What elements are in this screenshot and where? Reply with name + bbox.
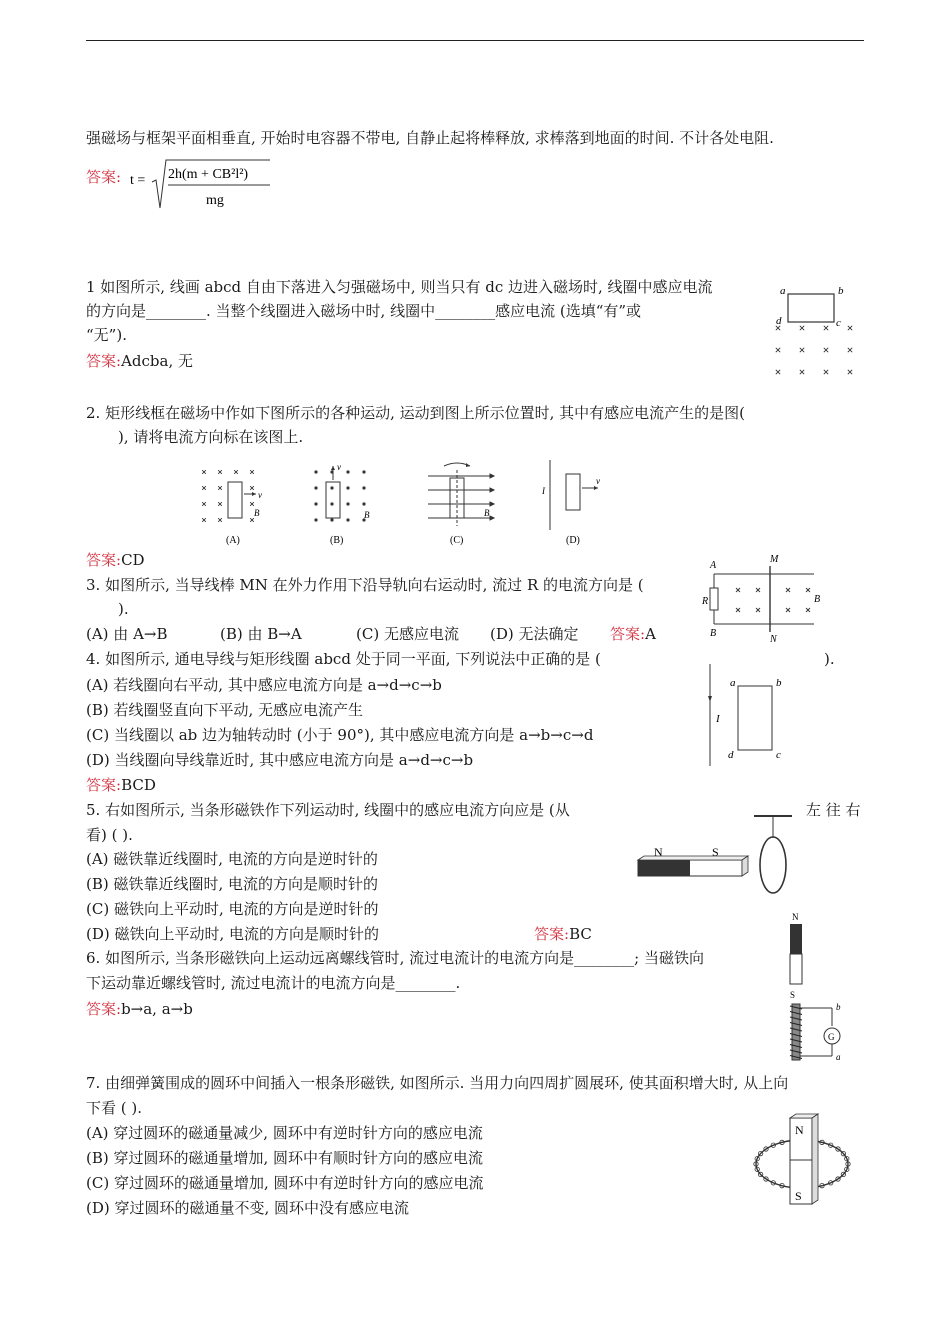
- q2-answer: [86, 549, 145, 571]
- q7-option-D: (D) 穿过圆环的磁通量不变, 圆环中没有感应电流: [86, 1199, 410, 1217]
- q5-option-A: (A) 磁铁靠近线圈时, 电流的方向是逆时针的: [86, 850, 378, 868]
- q2c-B: B: [484, 508, 490, 518]
- q2-label-B: (B): [330, 535, 344, 546]
- q6-figure: [780, 908, 860, 1062]
- q5-option-D: (D) 磁铁向上平动时, 电流的方向是顺时针的: [86, 925, 380, 943]
- q4-label-I: I: [716, 713, 720, 725]
- q5-line1-right: 左 往 右: [806, 801, 861, 819]
- q1-line1: 1 如图所示, 线画 abcd 自由下落进入匀强磁场中, 则当只有 dc 边进入磁场时, 线圈中感应电流: [86, 278, 713, 296]
- q1-figure: [766, 282, 858, 378]
- q4-label-a: a: [730, 677, 736, 689]
- q3-label-A: A: [710, 560, 717, 571]
- q5-line2: 看) ( ).: [86, 826, 133, 844]
- q2-label-C: (C): [450, 535, 464, 546]
- q6-line1: 6. 如图所示, 当条形磁铁向上运动远离螺线管时, 流过电流计的电流方向是________; 当磁铁向: [86, 949, 704, 967]
- q7-option-A: (A) 穿过圆环的磁通量减少, 圆环中有逆时针方向的感应电流: [86, 1124, 483, 1142]
- q3-label-N: N: [770, 634, 777, 644]
- q5-label-S: S: [712, 845, 719, 859]
- q2a-B: B: [254, 508, 260, 518]
- q2a-v: v: [258, 490, 262, 500]
- q3-label-Bfield: B: [814, 594, 821, 605]
- q5-line1: 5. 右如图所示, 当条形磁铁作下列运动时, 线圈中的感应电流方向应是 (从: [86, 801, 570, 819]
- q4-answer-value: BCD: [121, 776, 156, 794]
- q3-figure: [698, 552, 832, 644]
- q7-label-N: N: [795, 1123, 804, 1137]
- q4-label-b: b: [776, 677, 782, 689]
- q4-option-D: (D) 当线圈向导线靠近时, 其中感应电流方向是 a→d→c→b: [86, 751, 474, 769]
- q1-answer-value: Adcba, 无: [121, 352, 193, 370]
- q3-line1: 3. 如图所示, 当导线棒 MN 在外力作用下沿导轨向右运动时, 流过 R 的电流方向是 (: [86, 576, 644, 594]
- q6-label-a: a: [836, 1052, 841, 1062]
- q5-answer-value: BC: [569, 925, 592, 943]
- q3-answer-label: 答案:: [610, 625, 646, 643]
- label-a: a: [780, 285, 786, 297]
- intro-answer-label: 答案:: [86, 168, 122, 186]
- label-c: c: [836, 317, 841, 329]
- formula-numerator: 2h(m + CB²l²): [168, 167, 249, 182]
- q7-line1: 7. 由细弹簧围成的圆环中间插入一根条形磁铁, 如图所示. 当用力向四周扩圆展环, 使其面积增大时, 从上向: [86, 1074, 789, 1092]
- q4-option-A: (A) 若线圈向右平动, 其中感应电流方向是 a→d→c→b: [86, 676, 442, 694]
- q2d-v: v: [596, 476, 600, 486]
- header-rule: [86, 40, 864, 41]
- q3-option-B: (B) 由 B→A: [220, 625, 302, 643]
- q3-line2: ).: [118, 600, 129, 618]
- label-d: d: [776, 315, 782, 327]
- q7-line2: 下看 ( ).: [86, 1099, 143, 1117]
- q3-answer-value: A: [645, 625, 656, 643]
- q6-label-S: S: [790, 990, 796, 1000]
- q7-figure: [752, 1112, 856, 1208]
- q6-label-N: N: [792, 912, 799, 922]
- q5-label-N: N: [654, 845, 663, 859]
- q7-option-C: (C) 穿过圆环的磁通量增加, 圆环中有逆时针方向的感应电流: [86, 1174, 484, 1192]
- q4-figure: [700, 662, 800, 768]
- q2-answer-value: CD: [121, 551, 145, 569]
- q2-figures: [192, 458, 622, 550]
- intro-text: 强磁场与框架平面相垂直, 开始时电容器不带电, 自静止起将棒释放, 求棒落到地面的时间. 不计各处电阻.: [86, 129, 774, 147]
- q5-answer: [534, 923, 592, 945]
- q4-option-B: (B) 若线圈竖直向下平动, 无感应电流产生: [86, 701, 364, 719]
- formula-denominator: mg: [206, 193, 224, 208]
- q5-option-B: (B) 磁铁靠近线圈时, 电流的方向是顺时针的: [86, 875, 379, 893]
- q4-answer: [86, 774, 156, 796]
- q2-line2: ), 请将电流方向标在该图上.: [118, 428, 304, 446]
- q3-label-M: M: [770, 554, 779, 565]
- q4-line1-end: ).: [824, 650, 835, 668]
- q4-label-d: d: [728, 749, 734, 761]
- q4-option-C: (C) 当线圈以 ab 边为轴转动时 (小于 90°), 其中感应电流方向是 a→b→c→d: [86, 726, 594, 744]
- q2-label-A: (A): [226, 535, 240, 546]
- q5-option-C: (C) 磁铁向上平动时, 电流的方向是逆时针的: [86, 900, 379, 918]
- q2-label-D: (D): [566, 535, 580, 546]
- formula-lhs: t =: [130, 173, 146, 188]
- q3-label-Bleft: B: [710, 628, 717, 639]
- q6-label-G: G: [828, 1032, 835, 1042]
- q1-line3: “无”).: [86, 326, 127, 344]
- q2b-B: B: [364, 510, 370, 520]
- q5-figure: [632, 810, 812, 900]
- q6-line2: 下运动靠近螺线管时, 流过电流计的电流方向是________.: [86, 974, 461, 992]
- q3-option-D: (D) 无法确定: [490, 625, 579, 643]
- q7-label-S: S: [795, 1189, 802, 1203]
- q3-answer: [610, 623, 656, 645]
- label-b: b: [838, 285, 844, 297]
- q6-label-b: b: [836, 1002, 841, 1012]
- q2-answer-label: 答案:: [86, 551, 122, 569]
- q6-answer-label: 答案:: [86, 1000, 122, 1018]
- q3-label-R: R: [702, 596, 709, 607]
- formula: [128, 158, 278, 214]
- q2d-I: I: [542, 486, 545, 496]
- q3-option-A: (A) 由 A→B: [86, 625, 168, 643]
- q6-answer-value: b→a, a→b: [121, 1000, 193, 1018]
- q4-label-c: c: [776, 749, 781, 761]
- q6-answer: [86, 998, 193, 1020]
- q1-answer: [86, 350, 193, 372]
- q1-line2: 的方向是________. 当整个线圈进入磁场中时, 线圈中________感应电流 (选填“有”或: [86, 302, 642, 320]
- q4-line1: 4. 如图所示, 通电导线与矩形线圈 abcd 处于同一平面, 下列说法中正确的是 (: [86, 650, 601, 668]
- q2b-v: v: [337, 462, 341, 472]
- q4-answer-label: 答案:: [86, 776, 122, 794]
- q5-answer-label: 答案:: [534, 925, 570, 943]
- q1-answer-label: 答案:: [86, 352, 122, 370]
- q7-option-B: (B) 穿过圆环的磁通量增加, 圆环中有顺时针方向的感应电流: [86, 1149, 484, 1167]
- q3-option-C: (C) 无感应电流: [356, 625, 459, 643]
- q2-line1: 2. 矩形线框在磁场中作如下图所示的各种运动, 运动到图上所示位置时, 其中有感应电流产生的是图(: [86, 404, 746, 422]
